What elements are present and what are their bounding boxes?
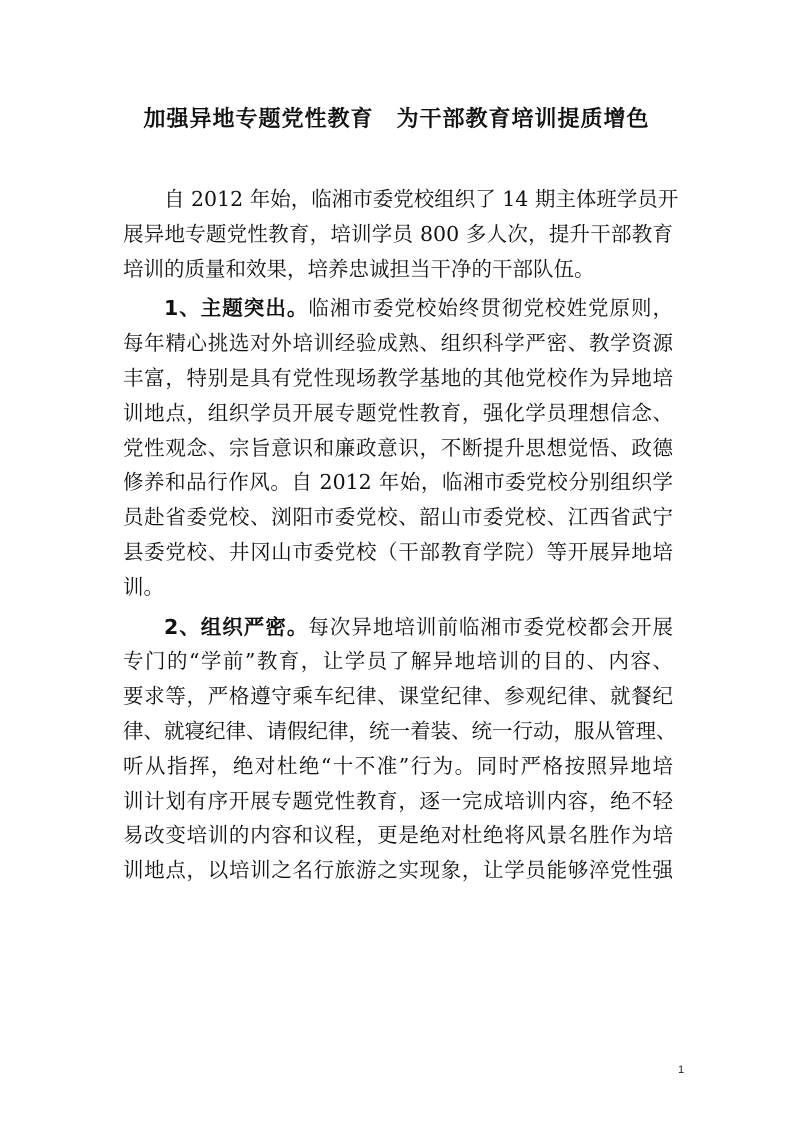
paragraph-heading: 2、组织严密。: [164, 614, 309, 639]
paragraph-organization: [123, 610, 677, 888]
paragraph-first-line: [123, 610, 673, 645]
paragraph-line: 展异地专题党性教育，培训学员 800 多人次，提升干部教育: [123, 221, 673, 246]
paragraph-line: 每年精心挑选对外培训经验成熟、组织科学严密、教学资源: [123, 331, 673, 356]
paragraph-line: 自 2012 年始，临湘市委党校组织了 14 期主体班学员开: [164, 187, 679, 211]
paragraph-line: 训计划有序开展专题党性教育，逐一完成培训内容，绝不轻: [123, 788, 673, 813]
paragraph-line: 专门的“学前”教育，让学员了解异地培训的目的、内容、: [123, 649, 673, 674]
paragraph-line: 修养和品行作风。自 2012 年始，临湘市委党校分别组织学: [123, 470, 673, 495]
paragraph-line: 易改变培训的内容和议程，更是绝对杜绝将风景名胜作为培: [123, 823, 673, 848]
paragraph-line: 培训的质量和效果，培养忠诚担当干净的干部队伍。: [123, 256, 595, 281]
paragraph-line: 党性观念、宗旨意识和廉政意识，不断提升思想觉悟、政德: [123, 435, 673, 460]
paragraph-line: 训地点，组织学员开展专题党性教育，强化学员理想信念、: [123, 400, 673, 425]
paragraph-intro: [123, 182, 679, 286]
paragraph-theme: [123, 291, 673, 604]
paragraph-line: 律、就寝纪律、请假纪律，统一着装、统一行动，服从管理、: [123, 718, 677, 743]
paragraph-line: 听从指挥，绝对杜绝“十不准”行为。同时严格按照异地培: [123, 753, 673, 778]
page-number: 1: [677, 1064, 685, 1076]
paragraph-line: 训。: [123, 574, 164, 599]
paragraph-line: 训地点，以培训之名行旅游之实现象，让学员能够淬党性强: [123, 858, 673, 883]
paragraph-line-text: 每次异地培训前临湘市委党校都会开展: [308, 614, 674, 639]
paragraph-heading: 1、主题突出。: [164, 296, 309, 321]
paragraph-line: 员赴省委党校、浏阳市委党校、韶山市委党校、江西省武宁: [123, 505, 673, 530]
paragraph-line: 要求等，严格遵守乘车纪律、课堂纪律、参观纪律、就餐纪: [123, 684, 673, 709]
paragraph-line: 县委党校、井冈山市委党校（干部教育学院）等开展异地培: [123, 539, 673, 564]
document-body: [123, 182, 679, 888]
paragraph-line: 丰富，特别是具有党性现场教学基地的其他党校作为异地培: [123, 365, 673, 390]
document-title: 加强异地专题党性教育 为干部教育培训提质增色: [143, 107, 650, 132]
paragraph-line-text: 临湘市委党校始终贯彻党校姓党原则，: [308, 296, 674, 321]
paragraph-first-line: [123, 291, 673, 326]
